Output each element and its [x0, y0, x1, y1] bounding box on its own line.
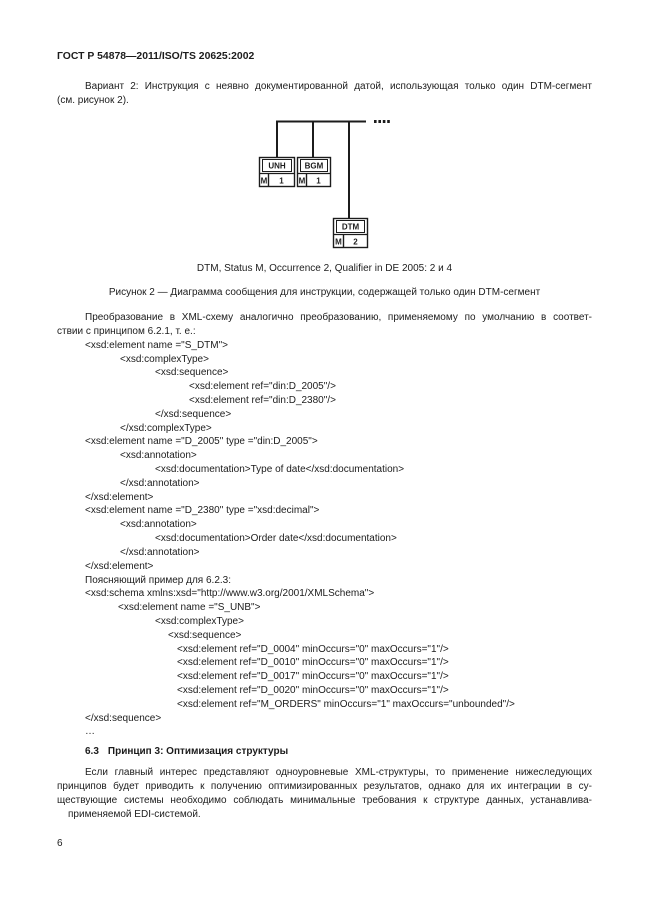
code-line: <xsd:sequence>	[155, 367, 229, 379]
code-line: <xsd:element ref="M_ORDERS" minOccurs="1" maxOccurs="unbounded"/>	[177, 698, 515, 710]
code-line: <xsd:documentation>Order date</xsd:documentation>	[155, 533, 397, 545]
paragraph-line: применяемой EDI-системой.	[68, 809, 201, 820]
intro-line: Вариант 2: Инструкция с неявно документированной датой, использующая только один DTM-сегмент	[85, 81, 592, 92]
code-line: </xsd:annotation>	[120, 477, 200, 489]
code-line: <xsd:complexType>	[120, 353, 209, 365]
segment-tag: UNH	[268, 161, 286, 171]
closing-paragraph	[57, 766, 592, 822]
code-line: <xsd:element ref="din:D_2005"/>	[189, 381, 336, 393]
figure-caption: Рисунок 2 — Диаграмма сообщения для инструкции, содержащей только один DTM-сегмент	[108, 287, 541, 298]
segment-occurrence: 1	[279, 176, 284, 186]
continuation-dot	[387, 120, 390, 123]
page-number: 6	[57, 838, 63, 849]
code-line: <xsd:element ref="D_0017" minOccurs="0" maxOccurs="1"/>	[177, 671, 449, 683]
paragraph-line: принципов будет приводить к получению оптимизированных результатов, однако для их интеграции в су-	[57, 781, 592, 792]
code-line: </xsd:complexType>	[120, 422, 212, 434]
paragraph-line: ствии с принципом 6.2.1, т. е.:	[57, 325, 196, 337]
segment-status: M	[260, 176, 268, 186]
code-line: <xsd:schema xmlns:xsd="http://www.w3.org/2001/XMLSchema">	[85, 588, 375, 600]
paragraph-line: Преобразование в XML-схему аналогично преобразованию, применяемому по умолчанию в соответ-	[85, 312, 592, 324]
code-line: </xsd:sequence>	[155, 408, 232, 420]
figure-note: DTM, Status M, Occurrence 2, Qualifier in DE 2005: 2 и 4	[196, 263, 453, 274]
conversion-paragraph	[57, 311, 592, 339]
section-heading	[85, 745, 288, 759]
section-number: 6.3	[85, 746, 99, 757]
code-line: <xsd:element name ="D_2380" type ="xsd:decimal">	[85, 505, 320, 517]
code-line: <xsd:annotation>	[120, 450, 197, 462]
code-line: <xsd:element ref="D_0004" minOccurs="0" maxOccurs="1"/>	[177, 643, 449, 655]
segment-box-dtm	[334, 219, 368, 248]
code-line: <xsd:documentation>Type of date</xsd:documentation>	[155, 464, 405, 475]
code-line: <xsd:annotation>	[120, 519, 197, 531]
continuation-dot	[374, 120, 377, 123]
paragraph-line: ществующие системы необходимо соблюдать минимальные требования к структуре данных, устанавлива-	[57, 795, 592, 806]
paragraph-line: Если главный интерес представляют одноуровневые XML-структуры, то применение нижеследующих	[85, 767, 592, 778]
code-line: <xsd:element ref="D_0020" minOccurs="0" maxOccurs="1"/>	[177, 685, 449, 696]
code-line: </xsd:element>	[85, 491, 154, 503]
code-line: <xsd:sequence>	[168, 629, 242, 641]
intro-line: (см. рисунок 2).	[57, 95, 129, 106]
continuation-dot	[383, 120, 386, 123]
code-line: </xsd:sequence>	[85, 712, 162, 724]
continuation-dot	[378, 120, 381, 123]
code-line: </xsd:element>	[85, 560, 154, 572]
segment-status: M	[298, 176, 306, 186]
intro-paragraph	[57, 80, 592, 108]
code-line: <xsd:element ref="D_0010" minOccurs="0" maxOccurs="1"/>	[177, 657, 449, 669]
code-line: <xsd:complexType>	[155, 615, 244, 627]
code-line: <xsd:element name ="D_2005" type ="din:D_2005">	[85, 436, 318, 448]
document-id-header: ГОСТ Р 54878—2011/ISO/TS 20625:2002	[57, 51, 255, 62]
section-title: Принцип 3: Оптимизация структуры	[107, 746, 289, 757]
segment-box-bgm	[298, 158, 331, 187]
xml-schema-code-block	[0, 339, 646, 740]
segment-status: M	[335, 237, 342, 247]
segment-tag: DTM	[341, 222, 360, 232]
segment-occurrence: 1	[316, 176, 321, 186]
segment-box-unh	[260, 158, 295, 187]
example-label: Поясняющий пример для 6.2.3:	[85, 574, 232, 586]
ellipsis: …	[85, 726, 95, 738]
code-line: </xsd:annotation>	[120, 546, 200, 558]
continuation-dots	[374, 120, 390, 123]
segment-tag: BGM	[304, 161, 324, 171]
code-line: <xsd:element ref="din:D_2380"/>	[189, 394, 336, 406]
segment-occurrence: 2	[353, 237, 358, 247]
code-line: <xsd:element name ="S_DTM">	[85, 339, 228, 351]
message-branching-diagram	[250, 110, 400, 254]
code-line: <xsd:element name ="S_UNB">	[118, 602, 261, 614]
